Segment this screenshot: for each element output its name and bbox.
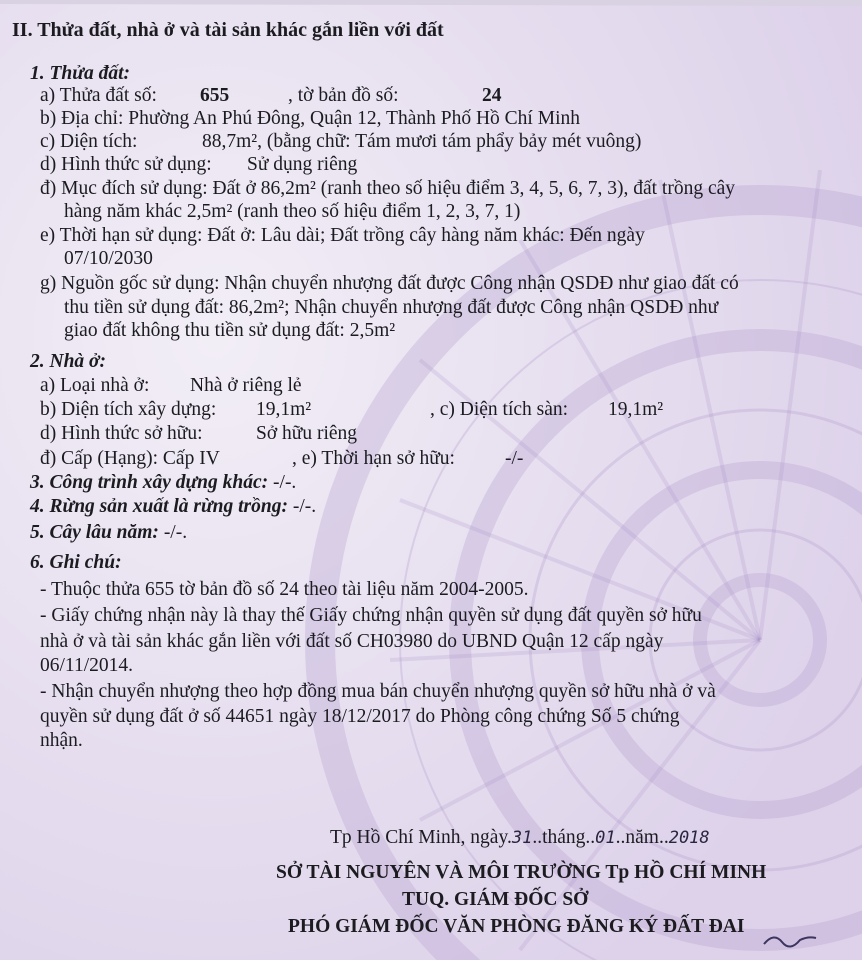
usage-origin-line2: thu tiền sử dụng đất: 86,2m²; Nhận chuyển nhượng đất được Công nhận QSDĐ như (64, 297, 719, 318)
usage-origin-line3: giao đất không thu tiền sử dụng đất: 2,5m² (64, 320, 396, 341)
signer-position: PHÓ GIÁM ĐỐC VĂN PHÒNG ĐĂNG KÝ ĐẤT ĐAI (288, 916, 745, 937)
build-area-value: 19,1m² (256, 399, 312, 420)
parcel-address: b) Địa chỉ: Phường An Phú Đông, Quận 12, Thành Phố Hồ Chí Minh (40, 108, 580, 129)
section-title: II. Thửa đất, nhà ở và tài sản khác gắn liền với đất (12, 19, 444, 41)
signature-mark-icon (760, 924, 820, 954)
house-type-label: a) Loại nhà ở: (40, 375, 150, 396)
usage-purpose-line2: hàng năm khác 2,5m² (ranh theo số hiệu điểm 1, 2, 3, 7, 1) (64, 201, 521, 222)
planted-forest: 4. Rừng sản xuất là rừng trồng: -/-. (30, 496, 317, 517)
notes-heading: 6. Ghi chú: (30, 552, 122, 573)
issuing-agency: SỞ TÀI NGUYÊN VÀ MÔI TRƯỜNG Tp HỒ CHÍ MINH (276, 862, 767, 883)
house-heading: 2. Nhà ở: (30, 351, 107, 372)
authorization: TUQ. GIÁM ĐỐC SỞ (402, 889, 589, 910)
parcel-heading: 1. Thửa đất: (30, 63, 130, 84)
note-2-line3: 06/11/2014. (40, 655, 133, 676)
build-area-label: b) Diện tích xây dựng: (40, 399, 217, 420)
floor-area-value: 19,1m² (608, 399, 664, 420)
note-1: - Thuộc thửa 655 tờ bản đồ số 24 theo tài liệu năm 2004-2005. (40, 579, 529, 600)
ownership-term-value: -/- (505, 448, 524, 469)
parcel-number-label: a) Thửa đất số: (40, 85, 157, 106)
floor-area-label: , c) Diện tích sàn: (430, 399, 569, 420)
usage-form-label: d) Hình thức sử dụng: (40, 154, 212, 175)
usage-form-value: Sử dụng riêng (247, 154, 358, 175)
ownership-term-label: , e) Thời hạn sở hữu: (292, 448, 455, 469)
note-2-line1: - Giấy chứng nhận này là thay thế Giấy chứng nhận quyền sử dụng đất quyền sở hữu (40, 605, 702, 626)
parcel-area-value: 88,7m², (bằng chữ: Tám mươi tám phẩy bảy mét vuông) (202, 131, 642, 152)
note-3-line3: nhận. (40, 730, 83, 751)
map-sheet-label: , tờ bản đồ số: (288, 85, 399, 106)
note-2-line2: nhà ở và tài sản khác gắn liền với đất số CH03980 do UBND Quận 12 cấp ngày (40, 631, 664, 652)
note-3-line2: quyền sử dụng đất ở số 44651 ngày 18/12/2017 do Phòng công chứng Số 5 chứng (40, 706, 680, 727)
usage-term-line2: 07/10/2030 (64, 248, 153, 269)
ownership-form-value: Sở hữu riêng (256, 423, 358, 444)
usage-term-line1: e) Thời hạn sử dụng: Đất ở: Lâu dài; Đất trồng cây hàng năm khác: Đến ngày (40, 225, 645, 246)
note-3-line1: - Nhận chuyển nhượng theo hợp đồng mua bán chuyển nhượng quyền sở hữu nhà ở và (40, 681, 716, 702)
perennial-trees: 5. Cây lâu năm: -/-. (30, 522, 188, 543)
parcel-number-value: 655 (200, 85, 230, 106)
map-sheet-value: 24 (482, 85, 502, 106)
house-grade: đ) Cấp (Hạng): Cấp IV (40, 448, 220, 469)
parcel-area-label: c) Diện tích: (40, 131, 138, 152)
ownership-form-label: d) Hình thức sở hữu: (40, 423, 203, 444)
usage-origin-line1: g) Nguồn gốc sử dụng: Nhận chuyển nhượng đất được Công nhận QSDĐ như giao đất có (40, 273, 739, 294)
other-construction: 3. Công trình xây dựng khác: -/-. (30, 472, 297, 493)
signing-date: Tp Hồ Chí Minh, ngày.31..tháng..01..năm..2018 (330, 827, 710, 848)
house-type-value: Nhà ở riêng lẻ (190, 375, 302, 396)
usage-purpose-line1: đ) Mục đích sử dụng: Đất ở 86,2m² (ranh theo số hiệu điểm 3, 4, 5, 6, 7, 3), đất trồng cây (40, 178, 736, 199)
